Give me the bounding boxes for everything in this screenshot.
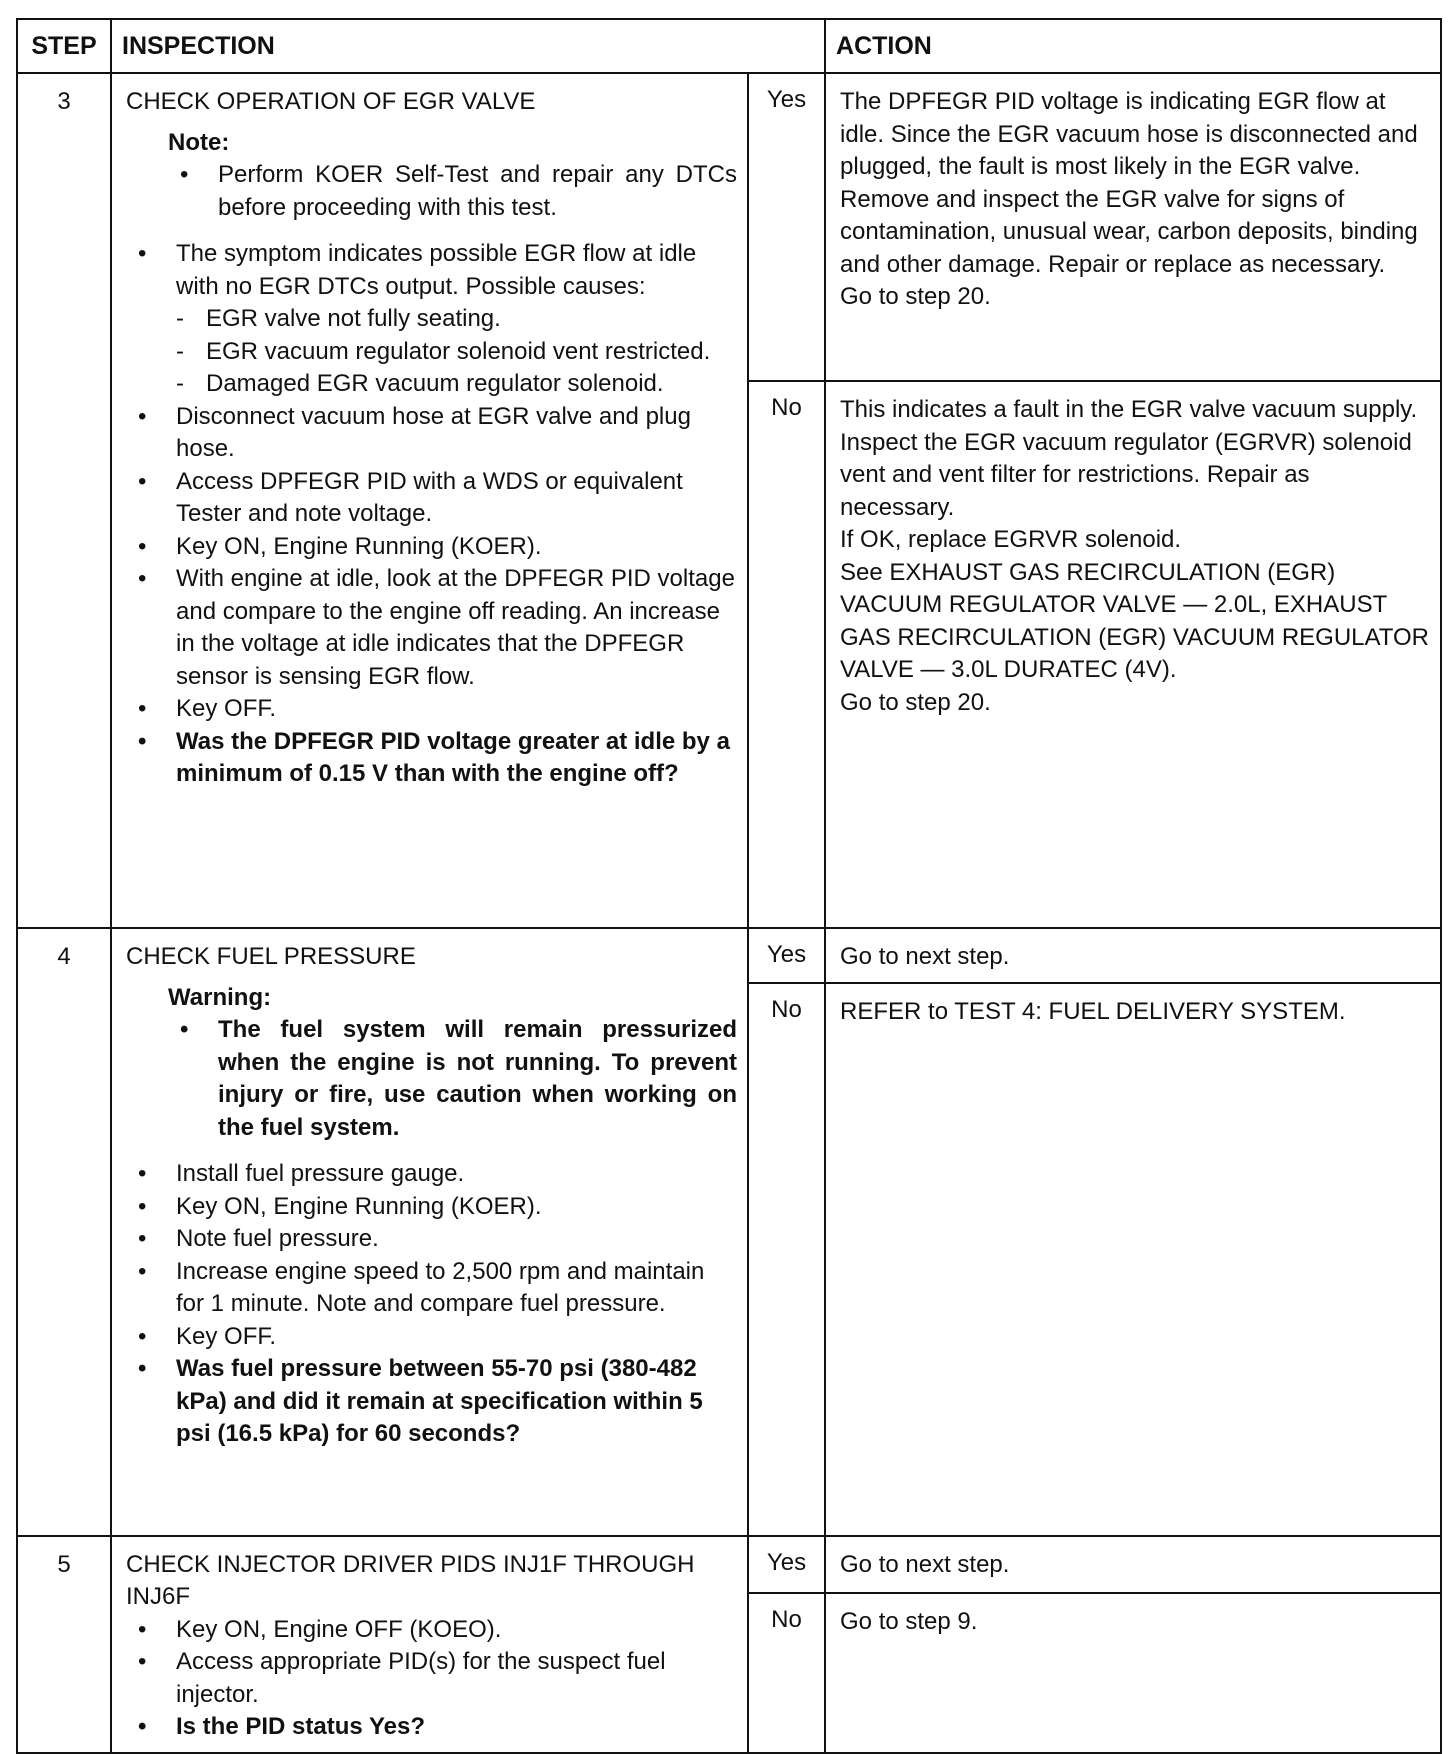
list-item: • With engine at idle, look at the DPFEGR PID voltage and compare to the engine off reading. An increase in the voltage at idle indicates that the DPFEGR sensor is sensing EGR flow. bbox=[126, 563, 737, 693]
inspection-cell bbox=[111, 73, 748, 928]
no-action: Go to step 9. bbox=[825, 1593, 1441, 1753]
header-action: ACTION bbox=[825, 19, 1441, 73]
list-item: • Key OFF. bbox=[126, 693, 737, 726]
list-item: • Key ON, Engine Running (KOER). bbox=[126, 531, 737, 564]
list-item: • Access appropriate PID(s) for the suspect fuel injector. bbox=[126, 1646, 737, 1711]
yes-label: Yes bbox=[748, 1536, 825, 1593]
step-number: 5 bbox=[17, 1536, 111, 1753]
action-text: The DPFEGR PID voltage is indicating EGR flow at idle. Since the EGR vacuum hose is disconnected and plugged, the fault is most likely in the EGR valve. bbox=[840, 88, 1418, 180]
question-item: • Was the DPFEGR PID voltage greater at idle by a minimum of 0.15 V than with the engine off? bbox=[126, 726, 737, 791]
step-number: 3 bbox=[17, 73, 111, 928]
no-action bbox=[825, 381, 1441, 928]
table-row bbox=[17, 928, 1441, 983]
cause-item: - Damaged EGR vacuum regulator solenoid. bbox=[176, 368, 737, 401]
list-item: • Access DPFEGR PID with a WDS or equivalent Tester and note voltage. bbox=[126, 466, 737, 531]
question-item: • Was fuel pressure between 55-70 psi (380-482 kPa) and did it remain at specification within 5 psi (16.5 kPa) for 60 seconds? bbox=[126, 1353, 737, 1451]
list-item bbox=[126, 238, 737, 401]
list-item: • Key OFF. bbox=[126, 1321, 737, 1354]
inspection-cell bbox=[111, 1536, 748, 1753]
inspection-cell bbox=[111, 928, 748, 1536]
note-label: Note: bbox=[168, 128, 230, 156]
table-row bbox=[17, 73, 1441, 381]
no-label: No bbox=[748, 983, 825, 1536]
yes-label: Yes bbox=[748, 928, 825, 983]
step-title: CHECK OPERATION OF EGR VALVE bbox=[126, 88, 536, 115]
list-item: • Key ON, Engine Running (KOER). bbox=[126, 1191, 737, 1224]
yes-action: Go to next step. bbox=[825, 928, 1441, 983]
list-item: • Increase engine speed to 2,500 rpm and maintain for 1 minute. Note and compare fuel pressure. bbox=[126, 1256, 737, 1321]
note-item: • Perform KOER Self-Test and repair any DTCs before proceeding with this test. bbox=[126, 159, 737, 224]
warning-label: Warning: bbox=[168, 983, 272, 1011]
header-step: STEP bbox=[17, 19, 111, 73]
diagnostic-table bbox=[16, 18, 1442, 1754]
action-text: Remove and inspect the EGR valve for signs of contamination, unusual wear, carbon deposits, binding and other damage. Repair or replace as necessary. bbox=[840, 185, 1418, 278]
no-action: REFER to TEST 4: FUEL DELIVERY SYSTEM. bbox=[825, 983, 1441, 1536]
list-item: • Install fuel pressure gauge. bbox=[126, 1158, 737, 1191]
cause-item: - EGR valve not fully seating. bbox=[176, 303, 737, 336]
step-title: CHECK INJECTOR DRIVER PIDS INJ1F THROUGH INJ6F bbox=[126, 1550, 695, 1610]
action-text: If OK, replace EGRVR solenoid. bbox=[840, 526, 1182, 553]
warning-item: • The fuel system will remain pressurized when the engine is not running. To prevent injury or fire, use caution when working on the fuel system. bbox=[126, 1014, 737, 1144]
list-item: • Key ON, Engine OFF (KOEO). bbox=[126, 1614, 737, 1647]
header-inspection: INSPECTION bbox=[111, 19, 825, 73]
table-row bbox=[17, 1536, 1441, 1593]
action-text: Go to step 20. bbox=[840, 688, 991, 716]
bullet-text: The symptom indicates possible EGR flow at idle with no EGR DTCs output. Possible causes: bbox=[176, 240, 697, 300]
action-text: See EXHAUST GAS RECIRCULATION (EGR) VACUUM REGULATOR VALVE — 2.0L, EXHAUST GAS RECIRCULATION (EGR) VACUUM REGULATOR VALVE — 3.0L DURATEC (4V). bbox=[840, 558, 1429, 683]
action-text: This indicates a fault in the EGR valve vacuum supply. Inspect the EGR vacuum regulator (EGRVR) solenoid vent and vent filter for restrictions. Repair as necessary. bbox=[840, 396, 1418, 521]
cause-item: - EGR vacuum regulator solenoid vent restricted. bbox=[176, 336, 737, 369]
action-text: Go to step 20. bbox=[840, 283, 991, 310]
question-item: • Is the PID status Yes? bbox=[126, 1711, 737, 1744]
yes-action: Go to next step. bbox=[825, 1536, 1441, 1593]
no-label: No bbox=[748, 381, 825, 928]
list-item: • Disconnect vacuum hose at EGR valve and plug hose. bbox=[126, 401, 737, 466]
list-item: • Note fuel pressure. bbox=[126, 1223, 737, 1256]
step-title: CHECK FUEL PRESSURE bbox=[126, 943, 416, 970]
yes-action bbox=[825, 73, 1441, 381]
yes-label: Yes bbox=[748, 73, 825, 381]
step-number: 4 bbox=[17, 928, 111, 1536]
no-label: No bbox=[748, 1593, 825, 1753]
